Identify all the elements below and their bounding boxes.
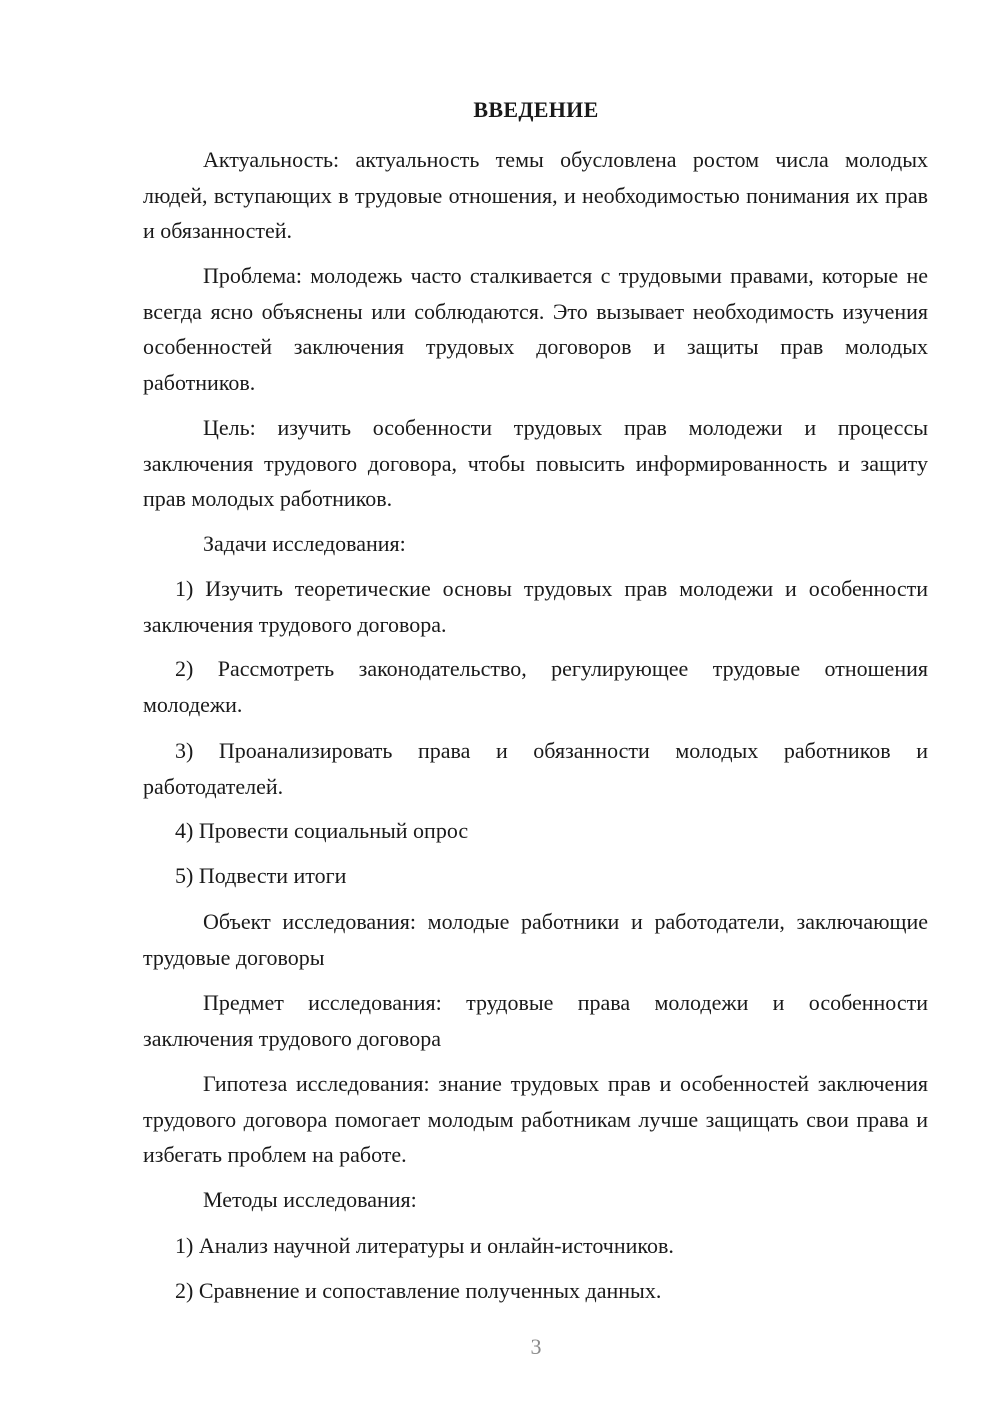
list-item-task-1: 1) Изучить теоретические основы трудовых прав молодежи и особенности заключения трудового договора.	[143, 576, 928, 637]
list-item-task-2: 2) Рассмотреть законодательство, регулирующее трудовые отношения молодежи.	[143, 656, 928, 717]
paragraph-goal: Цель: изучить особенности трудовых прав молодежи и процессы заключения трудового договора, чтобы повысить информированность и защиту прав молодых работников.	[143, 415, 928, 511]
paragraph-relevance: Актуальность: актуальность темы обусловлена ростом числа молодых людей, вступающих в трудовые отношения, и необходимостью понимания их прав и обязанностей.	[143, 147, 928, 243]
paragraph-hypothesis: Гипотеза исследования: знание трудовых прав и особенностей заключения трудового договора помогает молодым работникам лучше защищать свои права и избегать проблем на работе.	[143, 1071, 928, 1167]
paragraph-methods-intro: Методы исследования:	[203, 1187, 417, 1212]
paragraph-object: Объект исследования: молодые работники и работодатели, заключающие трудовые договоры	[143, 909, 928, 970]
list-item-task-3: 3) Проанализировать права и обязанности молодых работников и работодателей.	[143, 738, 928, 799]
paragraph-problem: Проблема: молодежь часто сталкивается с трудовыми правами, которые не всегда ясно объяснены или соблюдаются. Это вызывает необходимость изучения особенностей заключения трудовых договоров и защиты прав молодых работников.	[143, 263, 928, 395]
paragraph-tasks-intro: Задачи исследования:	[203, 531, 406, 556]
list-item-method-2: 2) Сравнение и сопоставление полученных данных.	[175, 1278, 662, 1303]
list-item-task-4: 4) Провести социальный опрос	[175, 818, 469, 843]
paragraph-subject: Предмет исследования: трудовые права молодежи и особенности заключения трудового договора	[143, 990, 928, 1051]
list-item-task-5: 5) Подвести итоги	[175, 863, 347, 888]
page-number: 3	[530, 1334, 542, 1359]
page-title: ВВЕДЕНИЕ	[473, 97, 599, 122]
list-item-method-1: 1) Анализ научной литературы и онлайн-источников.	[175, 1233, 674, 1258]
